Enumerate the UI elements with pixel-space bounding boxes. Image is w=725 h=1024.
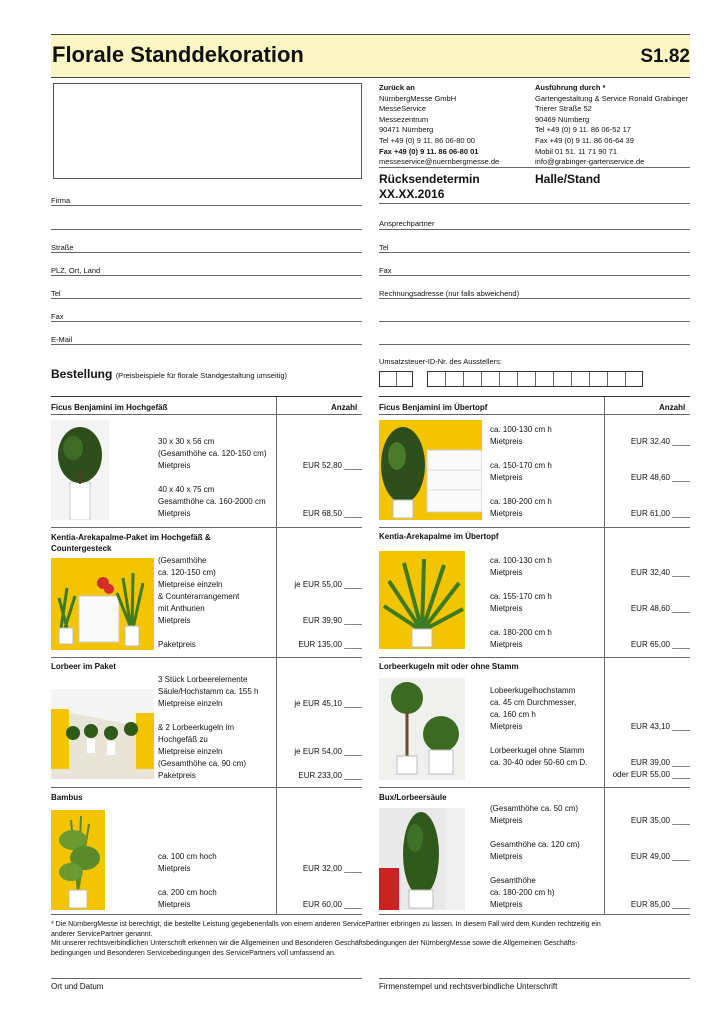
- desc-line: [158, 839, 217, 851]
- box-separator: [589, 372, 590, 386]
- price-line: [303, 448, 362, 460]
- price-line: [294, 710, 362, 722]
- divider: [379, 203, 690, 204]
- back-to-email: messeservice@nuernbergmesse.de: [379, 157, 500, 167]
- price-line: [294, 686, 362, 698]
- field-firma-2[interactable]: [51, 229, 362, 230]
- price-line: [613, 745, 690, 757]
- price-line: [294, 722, 362, 734]
- price-line[interactable]: EUR 52,80 ____: [302, 461, 362, 470]
- back-to-block: [379, 83, 529, 168]
- product-photo: [379, 808, 465, 910]
- desc-line: Gesamthöhe: [490, 876, 536, 885]
- price-line: [294, 627, 362, 639]
- boxwood-column-photo-icon: [379, 808, 465, 910]
- desc-line: ca. 155-170 cm h: [490, 592, 552, 601]
- desc-line: ca. 100 cm hoch: [158, 852, 217, 861]
- product-name: Ficus Benjamini im Hochgefäß: [51, 403, 168, 412]
- field-tel-right[interactable]: [379, 252, 690, 253]
- desc-line: (Gesamthöhe ca. 120-150 cm): [158, 449, 267, 458]
- desc-line: [490, 579, 552, 591]
- field-street[interactable]: [51, 252, 362, 253]
- price-line: [631, 424, 690, 436]
- desc-line: Mietpreis: [490, 900, 523, 909]
- price-line: [613, 733, 690, 745]
- product-name: Kentia-Arekapalme im Übertopf: [379, 532, 499, 541]
- price-line[interactable]: EUR 65,00 ____: [630, 640, 690, 649]
- price-line: [294, 567, 362, 579]
- desc-line: [158, 710, 259, 722]
- price-line: [631, 448, 690, 460]
- product-photo: [379, 420, 482, 520]
- box-separator: [463, 372, 464, 386]
- executed-by-line: Gartengestaltung & Service Ronald Grabinger: [535, 93, 689, 103]
- desc-line: & Counterarrangement: [158, 592, 240, 601]
- desc-line: [158, 803, 217, 815]
- price-line: [303, 887, 362, 899]
- column-separator: [604, 397, 605, 914]
- price-column: [303, 803, 362, 911]
- desc-line: Mietpreis: [158, 509, 191, 518]
- desc-line: & 2 Lorbeerkugeln im: [158, 723, 235, 732]
- price-line[interactable]: EUR 61,00 ____: [630, 509, 690, 518]
- price-line[interactable]: je EUR 54,00 ____: [294, 747, 362, 756]
- price-line: [613, 685, 690, 697]
- price-line: [303, 839, 362, 851]
- desc-line: (Gesamthöhe ca. 50 cm): [490, 804, 579, 813]
- product-name: Lorbeer im Paket: [51, 662, 116, 671]
- price-line: [294, 758, 362, 770]
- product-desc: [490, 685, 587, 781]
- product-name: Bux/Lorbeersäule: [379, 793, 447, 802]
- vat-country-box[interactable]: [379, 371, 413, 387]
- signature-stamp-line[interactable]: [379, 978, 690, 979]
- desc-line: Mietpreise einzeln: [158, 747, 223, 756]
- order-title-text: Bestellung: [51, 367, 113, 381]
- executed-by-line: Tel +49 (0) 9 11. 86 06-52 17: [535, 125, 631, 135]
- product-desc: [490, 424, 552, 520]
- desc-line: [158, 424, 267, 436]
- desc-line: Paketpreis: [158, 771, 196, 780]
- quantity-header: Anzahl: [331, 403, 358, 412]
- column-separator: [276, 397, 277, 914]
- desc-line: Mietpreis: [490, 473, 523, 482]
- desc-line: 40 x 40 x 75 cm: [158, 485, 215, 494]
- quantity-header: Anzahl: [659, 403, 686, 412]
- desc-line: Mietpreis: [158, 864, 191, 873]
- price-line[interactable]: EUR 49,00 ____: [630, 852, 690, 861]
- price-line: [631, 555, 690, 567]
- back-to-line: 90471 Nürnberg: [379, 125, 434, 135]
- field-firma[interactable]: [51, 205, 362, 206]
- desc-line: ca. 30-40 oder 50-60 cm D.: [490, 758, 588, 767]
- desc-line: ca. 180-200 cm h: [490, 497, 552, 506]
- price-line: [294, 591, 362, 603]
- field-label-city: PLZ, Ort, Land: [51, 266, 101, 275]
- desc-line: [490, 484, 552, 496]
- price-line: [631, 839, 690, 851]
- price-line: [303, 803, 362, 815]
- product-name: Lorbeerkugeln mit oder ohne Stamm: [379, 662, 519, 671]
- table-rule: [379, 914, 690, 915]
- executed-by-block: [535, 83, 695, 168]
- desc-line: ca. 200 cm hoch: [158, 888, 217, 897]
- box-separator: [481, 372, 482, 386]
- vat-number-boxes[interactable]: [427, 371, 643, 387]
- desc-line: Mietpreis: [490, 852, 523, 861]
- kentia-palm-photo-icon: [379, 551, 465, 649]
- signature-stamp-label: Firmenstempel und rechtsverbindliche Unterschrift: [379, 982, 558, 991]
- price-line[interactable]: EUR 135,00 ____: [298, 640, 362, 649]
- executed-by-line: info@grabinger-gartenservice.de: [535, 157, 645, 167]
- desc-line: Mietpreis: [490, 437, 523, 446]
- price-line: [294, 555, 362, 567]
- desc-line: [158, 627, 239, 639]
- desc-line: (Gesamthöhe: [158, 556, 207, 565]
- product-desc: [158, 424, 267, 520]
- field-invoice-address-3[interactable]: [379, 344, 690, 345]
- price-line: [613, 697, 690, 709]
- desc-line: [158, 472, 267, 484]
- footnote-line: anderer ServicePartner genannt.: [51, 930, 153, 938]
- price-line[interactable]: EUR 48,60 ____: [630, 473, 690, 482]
- desc-line: [490, 733, 587, 745]
- price-column: [294, 674, 362, 782]
- price-line[interactable]: EUR 39,90 ____: [302, 616, 362, 625]
- executed-by-heading: Ausführung durch *: [535, 83, 606, 92]
- table-rule: [51, 914, 362, 915]
- product-desc: [490, 803, 580, 911]
- table-rule: [51, 396, 362, 397]
- desc-line: [490, 769, 587, 781]
- table-rule: [51, 414, 362, 415]
- table-rule: [379, 657, 690, 658]
- desc-line: ca. 45 cm Durchmesser,: [490, 698, 577, 707]
- desc-line: 30 x 30 x 56 cm: [158, 437, 215, 446]
- desc-line: ca. 150-170 cm h: [490, 461, 552, 470]
- field-label-invoice-address: Rechnungsadresse (nur falls abweichend): [379, 289, 520, 298]
- return-date-label: Rücksendetermin: [379, 172, 480, 186]
- price-line[interactable]: EUR 60,00 ____: [302, 900, 362, 909]
- price-line: [631, 579, 690, 591]
- price-column: [631, 424, 690, 520]
- desc-line: Gesamthöhe ca. 120 cm): [490, 840, 580, 849]
- ficus-photo-icon: [51, 420, 109, 520]
- price-column: [303, 424, 362, 520]
- box-separator: [535, 372, 536, 386]
- price-column: [613, 685, 690, 781]
- price-line: [303, 472, 362, 484]
- desc-line: Mietpreis: [490, 509, 523, 518]
- field-tel[interactable]: [51, 298, 362, 299]
- price-line: [631, 460, 690, 472]
- desc-line: ca. 100-130 cm h: [490, 425, 552, 434]
- executed-by-line: Trierer Straße 52: [535, 104, 592, 114]
- desc-line: Mietpreis: [490, 568, 523, 577]
- desc-line: Hochgefäß zu: [158, 735, 208, 744]
- field-label-fax: Fax: [51, 312, 64, 321]
- desc-line: ca. 100-130 cm h: [490, 556, 552, 565]
- signature-date-label: Ort und Datum: [51, 982, 104, 991]
- field-fax[interactable]: [51, 321, 362, 322]
- field-invoice-address[interactable]: [379, 298, 690, 299]
- price-line: [631, 484, 690, 496]
- desc-line: Säule/Hochstamm ca. 155 h: [158, 687, 259, 696]
- return-date-value: XX.XX.2016: [379, 187, 445, 201]
- desc-line: [158, 875, 217, 887]
- desc-line: Mietpreise einzeln: [158, 699, 223, 708]
- desc-line: [490, 863, 580, 875]
- desc-line: [490, 827, 580, 839]
- price-line: [631, 875, 690, 887]
- price-line[interactable]: EUR 85,00 ____: [630, 900, 690, 909]
- box-separator: [445, 372, 446, 386]
- price-line: [631, 496, 690, 508]
- product-desc: [490, 555, 552, 651]
- table-rule: [379, 527, 690, 528]
- product-photo: [51, 558, 154, 650]
- price-line: [303, 496, 362, 508]
- box-separator: [553, 372, 554, 386]
- desc-line: [490, 615, 552, 627]
- signature-date-line[interactable]: [51, 978, 362, 979]
- bamboo-photo-icon: [51, 810, 105, 910]
- price-line: [631, 627, 690, 639]
- order-title: [51, 367, 287, 381]
- price-line: [303, 424, 362, 436]
- price-line[interactable]: EUR 32,40 ____: [630, 437, 690, 446]
- field-email[interactable]: [51, 344, 362, 345]
- desc-line: Mietpreis: [490, 722, 523, 731]
- price-line: [303, 827, 362, 839]
- table-rule: [51, 527, 362, 528]
- desc-line: Paketpreis: [158, 640, 196, 649]
- desc-line: Mietpreise einzeln: [158, 580, 223, 589]
- field-label-contact: Ansprechpartner: [379, 219, 435, 228]
- product-photo: [379, 551, 465, 649]
- field-invoice-address-2[interactable]: [379, 321, 690, 322]
- price-line: [631, 615, 690, 627]
- desc-line: ca. 120-150 cm): [158, 568, 216, 577]
- desc-line: [490, 448, 552, 460]
- desc-line: ca. 180-200 cm h: [490, 628, 552, 637]
- price-line[interactable]: EUR 68,50 ____: [302, 509, 362, 518]
- executed-by-line: Mobil 01 51. 11 71 90 71: [535, 146, 618, 156]
- vat-label: Umsatzsteuer-ID-Nr. des Ausstellers:: [379, 357, 502, 366]
- desc-line: [158, 827, 217, 839]
- back-to-line: MesseService: [379, 104, 427, 114]
- price-line: [631, 887, 690, 899]
- desc-line: [158, 815, 217, 827]
- page-code: S1.82: [640, 46, 690, 67]
- footnote-line: Mit unserer rechtsverbindlichen Unterschrift erkennen wir die Allgemeinen und Besonderen Geschäftsbedingungen der NürnbergMesse sowie die Allgemeinen Geschäfts-: [51, 940, 578, 947]
- field-label-email: E-Mail: [51, 335, 73, 344]
- order-note: (Preisbeispiele für florale Standgestaltung umseitig): [115, 371, 288, 380]
- box-separator: [571, 372, 572, 386]
- desc-line: Mietpreis: [158, 900, 191, 909]
- desc-line: mit Anthurien: [158, 604, 205, 613]
- price-line[interactable]: EUR 35,00 ____: [630, 816, 690, 825]
- price-line: [303, 875, 362, 887]
- table-rule: [51, 657, 362, 658]
- field-city[interactable]: [51, 275, 362, 276]
- price-line: [631, 827, 690, 839]
- box-separator: [499, 372, 500, 386]
- table-rule: [379, 787, 690, 788]
- product-photo: [51, 810, 105, 910]
- kentia-package-photo-icon: [51, 558, 154, 650]
- price-line: [303, 484, 362, 496]
- field-label-fax: Fax: [379, 266, 392, 275]
- field-contact[interactable]: [379, 229, 690, 230]
- price-line: [613, 709, 690, 721]
- desc-line: Mietpreis: [490, 604, 523, 613]
- product-desc: [158, 674, 259, 782]
- price-line: [303, 851, 362, 863]
- product-name: Ficus Benjamini im Übertopf: [379, 403, 488, 412]
- price-line: [631, 803, 690, 815]
- price-line[interactable]: je EUR 45,10 ____: [294, 699, 362, 708]
- executed-by-line: 90469 Nürnberg: [535, 114, 590, 124]
- product-photo: [51, 689, 154, 779]
- address-box[interactable]: [53, 83, 362, 179]
- price-line: [631, 591, 690, 603]
- table-rule: [379, 396, 690, 397]
- price-line[interactable]: EUR 39,00 ____: [630, 758, 690, 767]
- return-date: [379, 172, 480, 202]
- footnote: [51, 920, 696, 958]
- hall-stand-label: Halle/Stand: [535, 172, 601, 186]
- product-photo: [51, 420, 109, 520]
- desc-line: Lorbeerkugel ohne Stamm: [490, 746, 585, 755]
- laurel-ball-photo-icon: [379, 678, 465, 780]
- back-to-line: Messezentrum: [379, 114, 429, 124]
- price-line: [303, 815, 362, 827]
- price-line[interactable]: EUR 233,00 ____: [298, 771, 362, 780]
- price-column: [631, 803, 690, 911]
- desc-line: Mietpreis: [490, 816, 523, 825]
- price-line[interactable]: EUR 32,40 ____: [630, 568, 690, 577]
- price-column: [294, 555, 362, 651]
- ficus-stand-photo-icon: [379, 420, 482, 520]
- footnote-line: bedingungen und Besonderen Servicebedingungen des ServicePartners voll umfassend an.: [51, 949, 336, 957]
- desc-line: ca. 180-200 cm h): [490, 888, 555, 897]
- desc-line: (Gesamthöhe ca. 90 cm): [158, 759, 247, 768]
- price-line: [294, 674, 362, 686]
- back-to-line: Tel +49 (0) 9 11. 86 06-80 00: [379, 135, 475, 145]
- executed-by-line: Fax +49 (0) 9 11. 86 06-64 39: [535, 135, 634, 145]
- field-label-tel: Tel: [51, 289, 61, 298]
- desc-line: Mietpreis: [158, 616, 191, 625]
- field-fax-right[interactable]: [379, 275, 690, 276]
- price-line: [303, 436, 362, 448]
- price-line[interactable]: EUR 43,10 ____: [630, 722, 690, 731]
- footnote-line: * Die NürnbergMesse ist berechtigt, die bestellte Leistung gegebenenfalls von einem anderen ServicePartner erbringen zu lassen. In diesem Fall wird dem Kunden rechtzeitig ein: [51, 921, 601, 928]
- box-separator: [396, 372, 397, 386]
- desc-line: Mietpreis: [158, 461, 191, 470]
- price-column: [631, 555, 690, 651]
- product-desc: [158, 803, 217, 911]
- field-label-firma: Firma: [51, 196, 71, 205]
- price-line[interactable]: je EUR 55,00 ____: [294, 580, 362, 589]
- price-line: [294, 603, 362, 615]
- desc-line: 3 Stück Lorbeerelemente: [158, 675, 248, 684]
- price-line[interactable]: EUR 32,00 ____: [302, 864, 362, 873]
- back-to-fax: Fax +49 (0) 9 11. 86 06-80 01: [379, 146, 479, 156]
- box-separator: [625, 372, 626, 386]
- desc-line: ca. 160 cm h: [490, 710, 536, 719]
- price-line: [294, 734, 362, 746]
- divider: [379, 167, 690, 168]
- table-rule: [379, 414, 690, 415]
- desc-line: Lobeerkugelhochstamm: [490, 686, 576, 695]
- product-name: Kentia-Arekapalme-Paket im Hochgefäß & Countergesteck: [51, 533, 211, 553]
- product-photo: [379, 678, 465, 780]
- desc-line: Gesamthöhe ca. 160-2000 cm: [158, 497, 266, 506]
- desc-line: Mietpreis: [490, 640, 523, 649]
- price-line: [631, 863, 690, 875]
- box-separator: [607, 372, 608, 386]
- laurel-package-photo-icon: [51, 689, 154, 779]
- product-desc: [158, 555, 239, 651]
- price-line[interactable]: oder EUR 55,00 ____: [612, 770, 690, 779]
- table-rule: [51, 787, 362, 788]
- back-to-heading: Zurück an: [379, 83, 415, 92]
- field-label-tel: Tel: [379, 243, 389, 252]
- product-name: Bambus: [51, 793, 83, 802]
- field-label-street: Straße: [51, 243, 74, 252]
- price-line[interactable]: EUR 48,60 ____: [630, 604, 690, 613]
- box-separator: [517, 372, 518, 386]
- back-to-line: NürnbergMesse GmbH: [379, 93, 457, 103]
- page-title: Florale Standdekoration: [52, 42, 304, 67]
